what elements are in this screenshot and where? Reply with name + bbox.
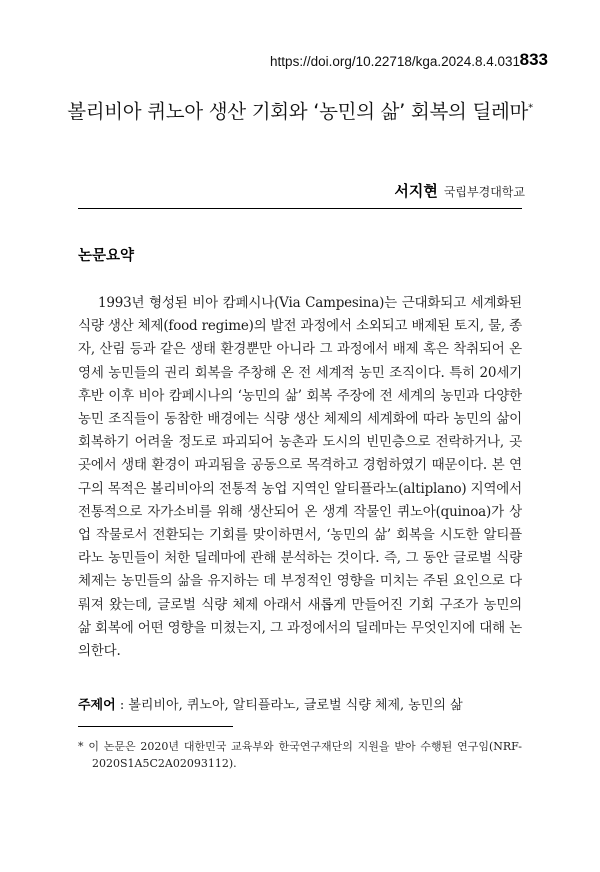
keywords-terms: 볼리비아, 퀴노아, 알티플라노, 글로벌 식량 체제, 농민의 삶: [128, 698, 463, 713]
author-name: 서지현: [394, 182, 438, 200]
footnote-text: 이 논문은 2020년 대한민국 교육부와 한국연구재단의 지원을 받아 수행된 연구임(NRF-2020S1A5C2A02093112).: [88, 740, 523, 770]
title-footnote-marker: *: [528, 102, 533, 114]
paper-title: [0, 96, 600, 124]
abstract-heading: 논문요약: [78, 248, 135, 264]
keywords-separator: :: [119, 698, 125, 713]
keywords-line: [78, 694, 522, 713]
page-number: 833: [519, 50, 548, 69]
footnote: [78, 738, 522, 772]
author-affiliation: 국립부경대학교: [443, 185, 525, 199]
author-block: [394, 180, 525, 201]
abstract-body: 1993년 형성된 비아 캄페시나(Via Campesina)는 근대화되고 세계화된 식량 생산 체제(food regime)의 발전 과정에서 소외되고 배제된 토지, 물, 종자, 산림 등과 같은 생태 환경뿐만 아니라 그 과정에서 배제 혹은 착취되어 온 영세 농민들의 권리 회복을 주창해 온 전 세계적 농민 조직이다. 특히 20세기 후반 이후 비아 캄페시나의 ‘농민의 삶’ 회복 주장에 전 세계의 농민과 다양한 농민 조직들이 동참한 배경에는 식량 생산 체제의 세계화에 따라 농민의 삶이 회복하기 어려울 정도로 파괴되어 농촌과 도시의 빈민층으로 전락하거나, 곳곳에서 생태 환경이 파괴됨을 공동으로 목격하고 경험하였기 때문이다. 본 연구의 목적은 볼리비아의 전통적 농업 지역인 알티플라노(altiplano) 지역에서 전통적으로 자가소비를 위해 생산되어 온 생계 작물인 퀴노아(quinoa)가 상업 작물로서 전환되는 기회를 맞이하면서, ‘농민의 삶’ 회복을 시도한 알티플라노 농민들이 처한 딜레마에 관해 분석하는 것이다. 즉, 그 동안 글로벌 식량 체제는 농민들의 삶을 유지하는 데 부정적인 영향을 미치는 주된 요인으로 다뤄져 왔는데, 글로벌 식량 체제 아래서 새롭게 만들어진 기회 구조가 농민의 삶 회복에 어떤 영향을 미쳤는지, 그 과정에서의 딜레마는 무엇인지에 대해 논의한다.: [78, 295, 522, 660]
footnote-divider: [78, 726, 233, 727]
footnote-marker: *: [78, 740, 84, 753]
title-divider: [78, 208, 522, 209]
doi-link[interactable]: https://doi.org/10.22718/kga.2024.8.4.031: [270, 54, 520, 69]
paper-title-text: 볼리비아 퀴노아 생산 기회와 ‘농민의 삶’ 회복의 딜레마: [67, 100, 529, 123]
keywords-label: 주제어: [78, 698, 116, 713]
